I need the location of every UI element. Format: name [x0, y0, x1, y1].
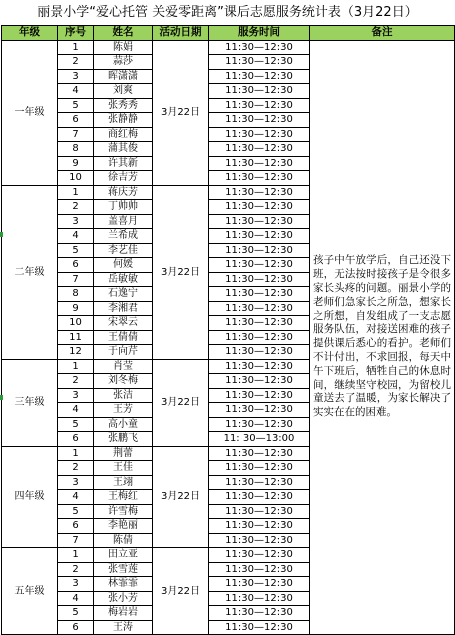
number-cell[interactable]: 11: [58, 330, 94, 345]
date-cell[interactable]: 3月22日: [153, 446, 209, 548]
number-cell[interactable]: 6: [58, 113, 94, 128]
number-cell[interactable]: 4: [58, 229, 94, 244]
name-cell[interactable]: 蒋庆芳: [94, 185, 153, 200]
service-time-cell[interactable]: 11:30—12:30: [209, 359, 310, 374]
service-time-cell[interactable]: 11:30—12:30: [209, 55, 310, 70]
service-time-cell[interactable]: 11:30—12:30: [209, 229, 310, 244]
name-cell[interactable]: 于向芹: [94, 345, 153, 360]
name-cell[interactable]: 王翊: [94, 475, 153, 490]
service-time-cell[interactable]: 11:30—12:30: [209, 98, 310, 113]
name-cell[interactable]: 李湘君: [94, 301, 153, 316]
selection-marker: [0, 395, 3, 400]
number-cell[interactable]: 7: [58, 127, 94, 142]
service-time-cell[interactable]: 11:30—12:30: [209, 446, 310, 461]
number-cell[interactable]: 2: [58, 461, 94, 476]
name-cell[interactable]: 荆蕾: [94, 446, 153, 461]
number-cell[interactable]: 2: [58, 562, 94, 577]
service-time-cell[interactable]: 11:30—12:30: [209, 577, 310, 592]
service-time-cell[interactable]: 11:30—12:30: [209, 243, 310, 258]
service-time-cell[interactable]: 11:30—12:30: [209, 591, 310, 606]
name-cell[interactable]: 丁帅帅: [94, 200, 153, 215]
grade-cell[interactable]: 一年级: [2, 40, 58, 185]
number-cell[interactable]: 2: [58, 55, 94, 70]
service-time-cell[interactable]: 11:30—12:30: [209, 533, 310, 548]
name-cell[interactable]: 岳敏敏: [94, 272, 153, 287]
service-time-cell[interactable]: 11:30—12:30: [209, 142, 310, 157]
header-name[interactable]: 姓名: [94, 26, 153, 41]
number-cell[interactable]: 1: [58, 40, 94, 55]
name-cell[interactable]: 王佳: [94, 461, 153, 476]
number-cell[interactable]: 6: [58, 519, 94, 534]
grade-cell[interactable]: 三年级: [2, 359, 58, 446]
number-cell[interactable]: 3: [58, 388, 94, 403]
name-cell[interactable]: 陈倩: [94, 533, 153, 548]
service-time-cell[interactable]: 11: 30—13:00: [209, 432, 310, 447]
volunteer-table: [1, 25, 455, 635]
number-cell[interactable]: 1: [58, 548, 94, 563]
name-cell[interactable]: 宋翠云: [94, 316, 153, 331]
selection-marker: [0, 232, 3, 237]
number-cell[interactable]: 4: [58, 84, 94, 99]
number-cell[interactable]: 1: [58, 185, 94, 200]
name-cell[interactable]: 蒲其俊: [94, 142, 153, 157]
name-cell[interactable]: 刘爽: [94, 84, 153, 99]
header-grade[interactable]: 年级: [2, 26, 58, 41]
name-cell[interactable]: 陈娟: [94, 40, 153, 55]
date-cell[interactable]: 3月22日: [153, 359, 209, 446]
service-time-cell[interactable]: 11:30—12:30: [209, 84, 310, 99]
header-row: [2, 26, 455, 41]
service-time-cell[interactable]: 11:30—12:30: [209, 490, 310, 505]
number-cell[interactable]: 6: [58, 432, 94, 447]
service-time-cell[interactable]: 11:30—12:30: [209, 301, 310, 316]
service-time-cell[interactable]: 11:30—12:30: [209, 69, 310, 84]
number-cell[interactable]: 10: [58, 171, 94, 186]
number-cell[interactable]: 12: [58, 345, 94, 360]
service-time-cell[interactable]: 11:30—12:30: [209, 562, 310, 577]
number-cell[interactable]: 3: [58, 69, 94, 84]
name-cell[interactable]: 肖莹: [94, 359, 153, 374]
number-cell[interactable]: 1: [58, 359, 94, 374]
service-time-cell[interactable]: 11:30—12:30: [209, 504, 310, 519]
number-cell[interactable]: 8: [58, 142, 94, 157]
date-cell[interactable]: 3月22日: [153, 185, 209, 359]
service-time-cell[interactable]: 11:30—12:30: [209, 461, 310, 476]
grade-cell[interactable]: 五年级: [2, 548, 58, 635]
name-cell[interactable]: 石逸宁: [94, 287, 153, 302]
number-cell[interactable]: 3: [58, 577, 94, 592]
service-time-cell[interactable]: 11:30—12:30: [209, 388, 310, 403]
name-cell[interactable]: 许雪梅: [94, 504, 153, 519]
grade-cell[interactable]: 二年级: [2, 185, 58, 359]
name-cell[interactable]: 张静静: [94, 113, 153, 128]
service-time-cell[interactable]: 11:30—12:30: [209, 156, 310, 171]
name-cell[interactable]: 徐吉芳: [94, 171, 153, 186]
service-time-cell[interactable]: 11:30—12:30: [209, 417, 310, 432]
service-time-cell[interactable]: 11:30—12:30: [209, 171, 310, 186]
number-cell[interactable]: 3: [58, 214, 94, 229]
number-cell[interactable]: 10: [58, 316, 94, 331]
service-time-cell[interactable]: 11:30—12:30: [209, 185, 310, 200]
sheet-title: 丽景小学“爱心托管 关爱零距离”课后志愿服务统计表（3月22日）: [37, 5, 418, 20]
number-cell[interactable]: 9: [58, 301, 94, 316]
name-cell[interactable]: 张雪莲: [94, 562, 153, 577]
table-row: [2, 40, 455, 55]
service-time-cell[interactable]: 11:30—12:30: [209, 40, 310, 55]
service-time-cell[interactable]: 11:30—12:30: [209, 113, 310, 128]
name-cell[interactable]: 高小童: [94, 417, 153, 432]
number-cell[interactable]: 4: [58, 591, 94, 606]
name-cell[interactable]: 刘冬梅: [94, 374, 153, 389]
name-cell[interactable]: 张小芳: [94, 591, 153, 606]
name-cell[interactable]: 兰希成: [94, 229, 153, 244]
number-cell[interactable]: 1: [58, 446, 94, 461]
header-service-time[interactable]: 服务时间: [209, 26, 310, 41]
number-cell[interactable]: 4: [58, 490, 94, 505]
service-time-cell[interactable]: 11:30—12:30: [209, 475, 310, 490]
name-cell[interactable]: 王梅红: [94, 490, 153, 505]
service-time-cell[interactable]: 11:30—12:30: [209, 606, 310, 621]
number-cell[interactable]: 7: [58, 272, 94, 287]
name-cell[interactable]: 何媛: [94, 258, 153, 273]
number-cell[interactable]: 8: [58, 287, 94, 302]
header-number[interactable]: 序号: [58, 26, 94, 41]
service-time-cell[interactable]: 11:30—12:30: [209, 548, 310, 563]
number-cell[interactable]: 3: [58, 475, 94, 490]
header-remarks[interactable]: 备注: [310, 26, 455, 41]
service-time-cell[interactable]: 11:30—12:30: [209, 374, 310, 389]
number-cell[interactable]: 2: [58, 374, 94, 389]
service-time-cell[interactable]: 11:30—12:30: [209, 403, 310, 418]
service-time-cell[interactable]: 11:30—12:30: [209, 620, 310, 635]
number-cell[interactable]: 5: [58, 98, 94, 113]
number-cell[interactable]: 5: [58, 504, 94, 519]
name-cell[interactable]: 盖喜月: [94, 214, 153, 229]
service-time-cell[interactable]: 11:30—12:30: [209, 214, 310, 229]
name-cell[interactable]: 张秀秀: [94, 98, 153, 113]
number-cell[interactable]: 7: [58, 533, 94, 548]
name-cell[interactable]: 蒜莎: [94, 55, 153, 70]
service-time-cell[interactable]: 11:30—12:30: [209, 127, 310, 142]
service-time-cell[interactable]: 11:30—12:30: [209, 272, 310, 287]
grade-cell[interactable]: 四年级: [2, 446, 58, 548]
date-cell[interactable]: 3月22日: [153, 548, 209, 635]
name-cell[interactable]: 林霏霏: [94, 577, 153, 592]
number-cell[interactable]: 2: [58, 200, 94, 215]
service-time-cell[interactable]: 11:30—12:30: [209, 316, 310, 331]
name-cell[interactable]: 王倩倩: [94, 330, 153, 345]
date-cell[interactable]: 3月22日: [153, 40, 209, 185]
name-cell[interactable]: 李艳丽: [94, 519, 153, 534]
number-cell[interactable]: 5: [58, 606, 94, 621]
number-cell[interactable]: 4: [58, 403, 94, 418]
header-date[interactable]: 活动日期: [153, 26, 209, 41]
number-cell[interactable]: 9: [58, 156, 94, 171]
name-cell[interactable]: 王涛: [94, 620, 153, 635]
service-time-cell[interactable]: 11:30—12:30: [209, 345, 310, 360]
number-cell[interactable]: 5: [58, 417, 94, 432]
name-cell[interactable]: 许其新: [94, 156, 153, 171]
number-cell[interactable]: 6: [58, 620, 94, 635]
name-cell[interactable]: 商红梅: [94, 127, 153, 142]
name-cell[interactable]: 张鹏飞: [94, 432, 153, 447]
name-cell[interactable]: 李艺佳: [94, 243, 153, 258]
name-cell[interactable]: 梅岩岩: [94, 606, 153, 621]
name-cell[interactable]: 王芳: [94, 403, 153, 418]
name-cell[interactable]: 田立亚: [94, 548, 153, 563]
name-cell[interactable]: 张洁: [94, 388, 153, 403]
service-time-cell[interactable]: 11:30—12:30: [209, 258, 310, 273]
service-time-cell[interactable]: 11:30—12:30: [209, 330, 310, 345]
service-time-cell[interactable]: 11:30—12:30: [209, 519, 310, 534]
service-time-cell[interactable]: 11:30—12:30: [209, 200, 310, 215]
service-time-cell[interactable]: 11:30—12:30: [209, 287, 310, 302]
remarks-cell[interactable]: 孩子中午放学后，自己还没下班，无法按时接孩子是令很多家长头疼的问题。丽景小学的老师们急家长之所急，想家长之所想，自发组成了一支志愿服务队伍，对接送困难的孩子提供课后悉心的看护。老师们不计付出，不求回报，每天中午下班后，牺牲自己的休息时间，继续坚守校园，为留校儿童送去了温暖，为家长解决了实实在在的困难。: [310, 40, 455, 635]
name-cell[interactable]: 晖潇潇: [94, 69, 153, 84]
number-cell[interactable]: 6: [58, 258, 94, 273]
number-cell[interactable]: 5: [58, 243, 94, 258]
